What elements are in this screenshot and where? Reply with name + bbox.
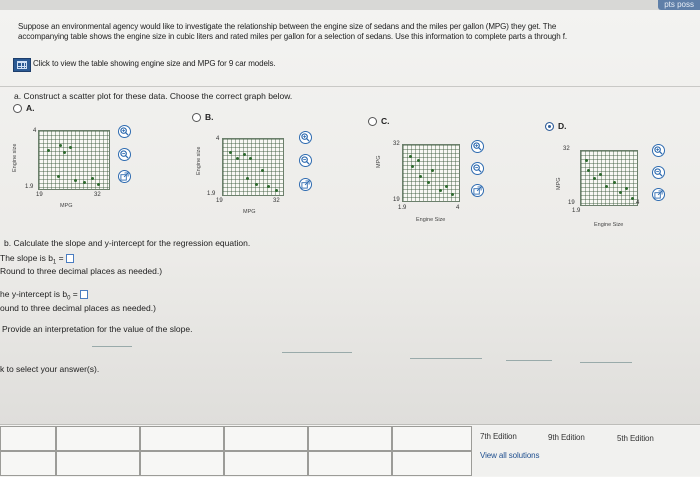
grid-cell[interactable]: [392, 426, 472, 451]
option-d-xtick-right: 4: [636, 200, 640, 206]
table-link[interactable]: Click to view the table showing engine size and MPG for 9 car models.: [33, 59, 276, 68]
option-c-zoom-in-icon[interactable]: [471, 140, 484, 153]
data-point: [431, 169, 434, 172]
part-c-prompt: Provide an interpretation for the value of the slope.: [2, 324, 193, 334]
option-c-label: C.: [381, 116, 390, 126]
data-point: [63, 151, 66, 154]
grid-cell[interactable]: [392, 451, 472, 476]
option-c-ytick-top: 32: [393, 141, 400, 147]
data-point: [613, 181, 616, 184]
data-point: [625, 187, 628, 190]
grid-cell[interactable]: [224, 426, 308, 451]
data-point: [631, 197, 634, 200]
intro-line-1: Suppose an environmental agency would like to investigate the relationship between the engine size of sedans and the miles per gallon (MPG) they get. The: [18, 22, 557, 31]
data-point: [229, 151, 232, 154]
blank-line: [506, 360, 552, 361]
data-point: [619, 191, 622, 194]
part-b-prompt: b. Calculate the slope and y-intercept for the regression equation.: [4, 238, 251, 248]
data-point: [593, 177, 596, 180]
data-point: [69, 146, 72, 149]
points-badge: pts poss: [658, 0, 700, 10]
data-point: [255, 183, 258, 186]
data-point: [445, 185, 448, 188]
blank-line: [580, 362, 632, 363]
grid-cell[interactable]: [140, 426, 224, 451]
option-b-xtick-left: 19: [216, 198, 223, 204]
option-d-ylabel: MPG: [556, 177, 562, 190]
grid-cell[interactable]: [56, 426, 140, 451]
part-a-prompt: a. Construct a scatter plot for these data. Choose the correct graph below.: [14, 91, 293, 101]
data-point: [427, 181, 430, 184]
data-point: [599, 173, 602, 176]
blank-line: [282, 352, 352, 353]
data-point: [261, 169, 264, 172]
data-point: [267, 185, 270, 188]
data-point: [409, 155, 412, 158]
data-point: [236, 157, 239, 160]
slope-subscript: 1: [52, 259, 57, 266]
edition-tab-7th[interactable]: 7th Edition: [480, 432, 517, 441]
data-point: [83, 181, 86, 184]
grid-cell[interactable]: [0, 451, 56, 476]
data-point: [419, 175, 422, 178]
option-a-radio[interactable]: [13, 104, 22, 113]
edition-tab-5th[interactable]: 5th Edition: [617, 434, 654, 443]
data-point: [411, 165, 414, 168]
option-d-xtick-left: 1.9: [572, 208, 581, 214]
intercept-subscript: 0: [67, 295, 71, 302]
option-d-popout-icon[interactable]: [652, 188, 665, 201]
option-a-xlabel: MPG: [60, 203, 73, 209]
data-point: [59, 144, 62, 147]
option-d-ytick-top: 32: [563, 146, 570, 152]
option-c-popout-icon[interactable]: [471, 184, 484, 197]
option-a-ytick-bottom: 1.9: [25, 184, 34, 190]
option-c-ylabel: MPG: [376, 155, 382, 168]
option-d-xlabel: Engine Size: [594, 222, 624, 228]
data-point: [97, 183, 100, 186]
data-point: [585, 159, 588, 162]
option-d-ytick-bottom: 19: [568, 200, 575, 206]
option-c-xlabel: Engine Size: [416, 217, 446, 223]
data-point: [417, 159, 420, 162]
blank-line: [92, 346, 132, 347]
option-c-ytick-bottom: 19: [393, 197, 400, 203]
intercept-row: [0, 289, 88, 302]
option-b-zoom-in-icon[interactable]: [299, 131, 312, 144]
divider: [0, 86, 700, 87]
option-b-xlabel: MPG: [243, 209, 256, 215]
option-c-xtick-left: 1.9: [398, 205, 407, 211]
edition-tab-9th[interactable]: 9th Edition: [548, 433, 585, 442]
option-c-zoom-out-icon[interactable]: [471, 162, 484, 175]
intercept-input[interactable]: [80, 290, 88, 299]
option-b-ytick-bottom: 1.9: [207, 191, 216, 197]
option-d-label: D.: [558, 121, 567, 131]
intercept-label: he y-intercept is b: [0, 289, 68, 299]
data-point: [243, 153, 246, 156]
data-point: [275, 189, 278, 192]
slope-row: [0, 253, 74, 266]
option-b-popout-icon[interactable]: [299, 178, 312, 191]
table-icon[interactable]: [13, 58, 31, 72]
grid-cell[interactable]: [0, 426, 56, 451]
data-point: [246, 177, 249, 180]
option-d-radio[interactable]: [545, 122, 554, 131]
option-a-popout-icon[interactable]: [118, 170, 131, 183]
grid-cell[interactable]: [56, 451, 140, 476]
slope-round-note: Round to three decimal places as needed.): [0, 266, 163, 276]
select-answer-hint: k to select your answer(s).: [0, 364, 100, 374]
grid-cell[interactable]: [140, 451, 224, 476]
option-d-zoom-in-icon[interactable]: [652, 144, 665, 157]
option-b-xtick-right: 32: [273, 198, 280, 204]
option-d-zoom-out-icon[interactable]: [652, 166, 665, 179]
intercept-round-note: ound to three decimal places as needed.): [0, 303, 156, 313]
option-a-xtick-left: 19: [36, 192, 43, 198]
grid-cell[interactable]: [308, 426, 392, 451]
slope-equals: =: [56, 253, 64, 263]
option-b-radio[interactable]: [192, 113, 201, 122]
blank-line: [410, 358, 482, 359]
view-all-solutions-link[interactable]: View all solutions: [480, 451, 540, 460]
data-point: [439, 189, 442, 192]
data-point: [47, 149, 50, 152]
option-d-scatter-plot: [580, 150, 638, 206]
data-point: [587, 169, 590, 172]
option-c-radio[interactable]: [368, 117, 377, 126]
option-a-ylabel: Engine size: [12, 143, 18, 172]
option-b-zoom-out-icon[interactable]: [299, 154, 312, 167]
grid-cell[interactable]: [308, 451, 392, 476]
option-a-zoom-out-icon[interactable]: [118, 148, 131, 161]
option-a-zoom-in-icon[interactable]: [118, 125, 131, 138]
data-point: [249, 157, 252, 160]
answer-grid: [0, 426, 472, 476]
option-a-xtick-right: 32: [94, 192, 101, 198]
option-a-scatter-plot: [38, 130, 110, 190]
option-b-scatter-plot: [222, 138, 284, 196]
option-c-xtick-right: 4: [456, 205, 460, 211]
intercept-equals: =: [70, 289, 78, 299]
grid-cell[interactable]: [224, 451, 308, 476]
option-b-ytick-top: 4: [216, 136, 220, 142]
option-a-ytick-top: 4: [33, 128, 37, 134]
slope-label: The slope is b: [0, 253, 53, 263]
top-bar: [0, 0, 700, 10]
data-point: [57, 175, 60, 178]
data-point: [605, 185, 608, 188]
data-point: [74, 179, 77, 182]
slope-input[interactable]: [66, 254, 74, 263]
option-b-ylabel: Engine size: [196, 146, 202, 175]
option-b-label: B.: [205, 112, 214, 122]
intro-line-2: accompanying table shows the engine size in cubic liters and rated miles per gallon for a selection of sedans. Use this information to complete parts a through f.: [18, 32, 567, 41]
data-point: [91, 177, 94, 180]
data-point: [451, 193, 454, 196]
option-a-label: A.: [26, 103, 35, 113]
option-c-scatter-plot: [402, 144, 460, 202]
